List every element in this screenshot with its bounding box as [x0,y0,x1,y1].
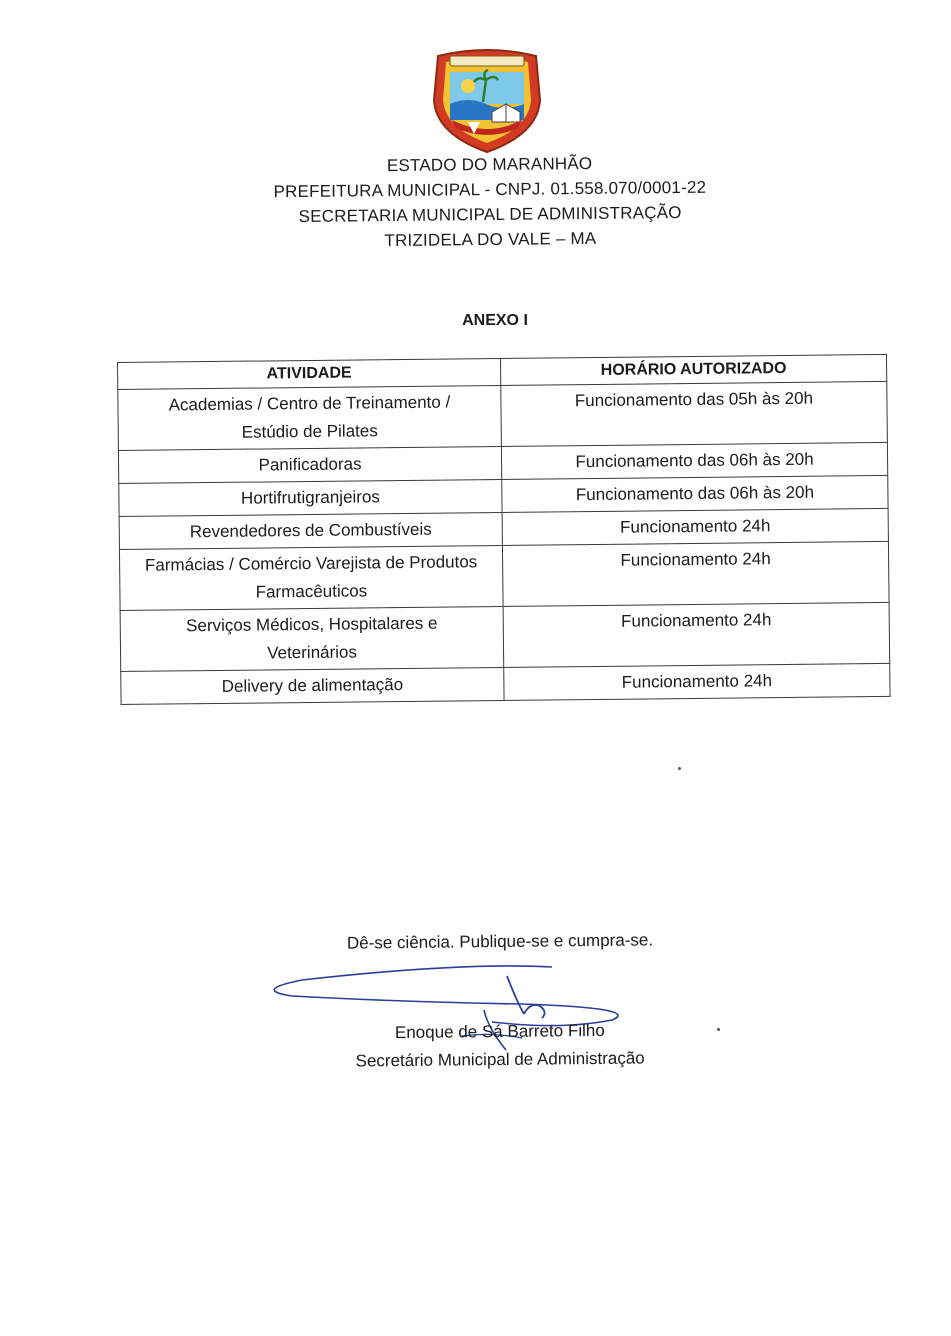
header-city: TRIZIDELA DO VALE – MA [384,228,597,251]
activity-line: Serviços Médicos, Hospitalares e [185,613,438,636]
schedule-table [117,354,891,705]
header-state: ESTADO DO MARANHÃO [386,153,593,176]
scan-speck [717,1028,720,1031]
activity-line: Estúdio de Pilates [241,421,378,442]
schedule-cell: Funcionamento 24h [504,663,890,700]
activity-line: Farmacêuticos [255,581,368,602]
activity-line: Revendedores de Combustíveis [189,519,432,542]
activity-cell [119,545,503,610]
schedule-cell: Funcionamento das 05h às 20h [501,381,888,446]
letterhead [219,149,760,255]
header-prefecture: PREFEITURA MUNICIPAL - CNPJ. 01.558.070/0001-22 [273,177,707,202]
column-header-activity: ATIVIDADE [118,358,501,389]
activity-cell [119,479,502,516]
table-row [120,602,890,671]
schedule-cell: Funcionamento 24h [502,541,889,606]
table-row [119,541,889,610]
schedule-cell: Funcionamento 24h [502,508,888,545]
activity-line: Farmácias / Comércio Varejista de Produtos [144,552,478,575]
signature-block [320,1016,681,1076]
scan-speck [678,767,681,770]
schedule-cell: Funcionamento das 06h às 20h [502,475,888,512]
column-header-schedule: HORÁRIO AUTORIZADO [500,354,886,385]
table-row [118,381,888,450]
activity-line: Hortifrutigranjeiros [240,487,380,508]
activity-cell [120,606,504,671]
signer-title: Secretário Municipal de Administração [355,1048,645,1071]
schedule-cell: Funcionamento 24h [503,602,890,667]
municipal-crest-icon [428,42,546,154]
activity-line: Veterinários [267,642,358,663]
activity-cell [118,446,501,483]
schedule-cell: Funcionamento das 06h às 20h [501,442,887,479]
activity-line: Academias / Centro de Treinamento / [168,392,451,415]
activity-cell [119,512,502,549]
header-secretariat: SECRETARIA MUNICIPAL DE ADMINISTRAÇÃO [298,202,682,227]
closing-statement: Dê-se ciência. Publique-se e cumpra-se. [346,930,654,953]
annex-title: ANEXO I [462,312,528,329]
table-row [121,663,890,704]
signer-name: Enoque de Sá Barreto Filho [394,1020,605,1043]
activity-cell [118,385,502,450]
activity-line: Panificadoras [258,454,362,475]
activity-cell [121,667,504,704]
activity-line: Delivery de alimentação [221,675,404,696]
schedule-table-wrapper [117,354,891,705]
